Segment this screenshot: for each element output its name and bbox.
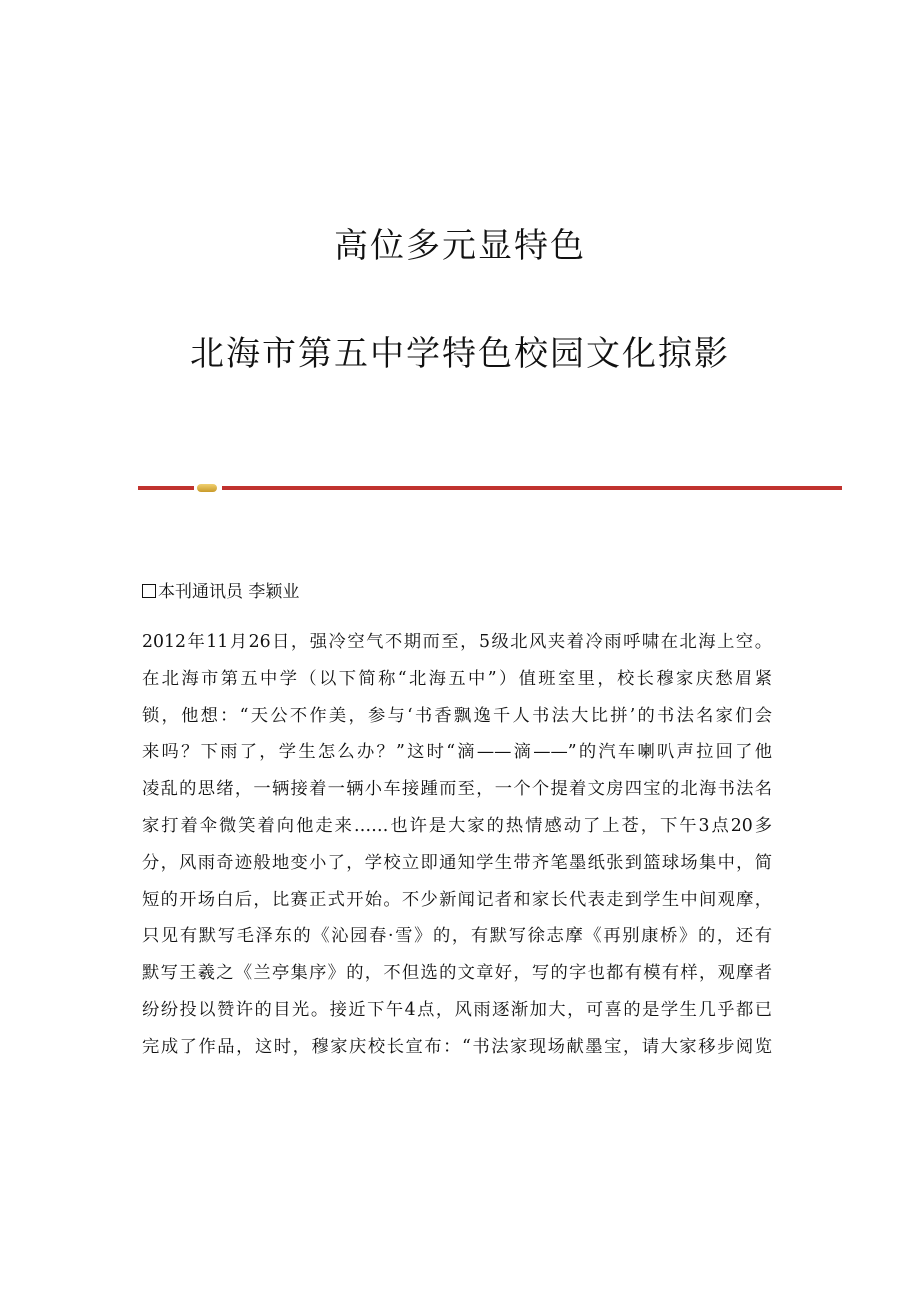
body-line: 只见有默写毛泽东的《沁园春·雪》的，有默写徐志摩《再别康桥》的，还有: [142, 926, 772, 947]
body-line: 家打着伞微笑着向他走来……也许是大家的热情感动了上苍，下午3点20多: [142, 815, 772, 836]
article-body: [142, 624, 772, 1066]
body-line: 锁，他想：“天公不作美，参与‘书香飘逸千人书法大比拼’的书法名家们会: [142, 705, 772, 726]
body-line: 凌乱的思绪，一辆接着一辆小车接踵而至，一个个提着文房四宝的北海书法名: [142, 779, 772, 800]
page-title: 高位多元显特色: [334, 226, 586, 266]
body-line: 在北海市第五中学（以下简称“北海五中”）值班室里，校长穆家庆愁眉紧: [142, 668, 772, 689]
page-subtitle: 北海市第五中学特色校园文化掠影: [190, 334, 730, 374]
title-divider: [138, 484, 842, 492]
divider-ornament-icon: [197, 484, 217, 492]
divider-bar-left: [138, 486, 194, 490]
box-icon: [142, 584, 156, 598]
body-line: 来吗？下雨了，学生怎么办？”这时“滴——滴——”的汽车喇叭声拉回了他: [142, 742, 772, 763]
body-line: 分，风雨奇迹般地变小了，学校立即通知学生带齐笔墨纸张到篮球场集中，简: [142, 852, 772, 873]
divider-bar-right: [222, 486, 842, 490]
byline-text: 本刊通讯员 李颖业: [158, 582, 300, 602]
body-line: 完成了作品，这时，穆家庆校长宣布：“书法家现场献墨宝，请大家移步阅览: [142, 1036, 772, 1057]
body-line: 纷纷投以赞许的目光。接近下午4点，风雨逐渐加大，可喜的是学生几乎都已: [142, 999, 772, 1020]
body-line: 短的开场白后，比赛正式开始。不少新闻记者和家长代表走到学生中间观摩，: [142, 889, 772, 910]
body-line: 默写王羲之《兰亭集序》的，不但选的文章好，写的字也都有模有样，观摩者: [142, 963, 772, 984]
byline: [142, 577, 299, 602]
body-line: 2012年11月26日，强冷空气不期而至，5级北风夹着冷雨呼啸在北海上空。: [142, 632, 772, 652]
